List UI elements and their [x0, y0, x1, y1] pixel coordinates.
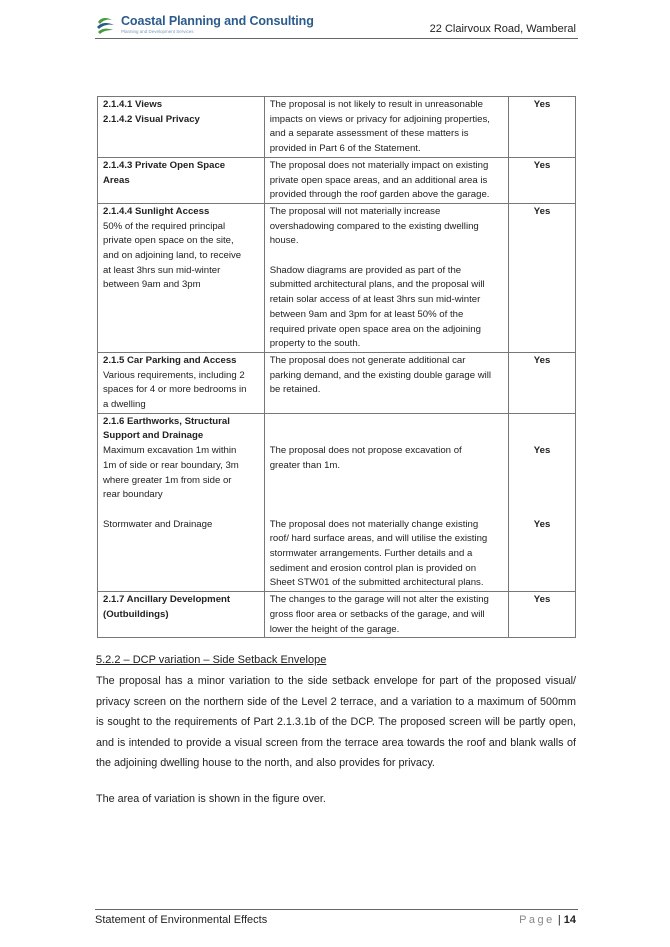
cell-line: overshadowing compared to the existing dwelling: [269, 220, 479, 232]
cell-line: 2.1.4.1 Views: [103, 99, 163, 110]
cell-line: retain solar access of at least 3hrs sun mid-winter: [269, 294, 481, 306]
cell-line: between 9am and 3pm: [103, 279, 201, 291]
cell-line: spaces for 4 or more bedrooms in: [103, 384, 247, 396]
cell-line: submitted architectural plans, and the proposal will: [269, 279, 485, 291]
variation-paragraph: The proposal has a minor variation to the side setback envelope for part of the proposed visual/ privacy screen on the northern side of the Level 2 terrace, and a variation to a maximum of 500mm is sought to the requirements of Part 2.1.3.1b of the DCP. The proposed screen will be partly open, and is intended to provide a visual screen from the terrace area towards the roof and blank walls of the adjoining dwelling house to the north, and also provides for privacy.: [96, 675, 576, 769]
control-cell: [98, 203, 265, 352]
compliance-comment-cell: [264, 97, 508, 158]
cell-line: required private open space area on the adjoining: [269, 323, 481, 335]
cell-line: house.: [269, 235, 299, 247]
spacer: [270, 503, 503, 518]
cell-line: parking demand, and the existing double garage will: [269, 369, 492, 381]
cell-line: Shadow diagrams are provided as part of the: [269, 264, 462, 276]
cell-line: 2.1.4.2 Visual Privacy: [103, 113, 200, 125]
cell-line: The proposal does not propose excavation of: [269, 445, 462, 457]
complies-cell: [509, 592, 576, 638]
control-cell: [98, 97, 265, 158]
complies-value: Yes: [533, 159, 551, 171]
control-cell: [98, 157, 265, 203]
cell-line: be retained.: [269, 384, 321, 396]
spacer: [270, 249, 503, 264]
spacer: [103, 503, 259, 518]
cell-line: private open space areas, and an additional area is: [269, 174, 488, 186]
cell-line: provided through the roof garden above the garage.: [269, 189, 490, 201]
compliance-comment-cell: [264, 413, 508, 591]
complies-value: Yes: [533, 594, 551, 606]
compliance-comment-cell: [264, 203, 508, 352]
cell-line: rear boundary: [103, 489, 163, 501]
company-tagline: Planning and Development Services: [121, 29, 194, 34]
company-name: Coastal Planning and Consulting: [121, 14, 314, 28]
cell-line: The proposal will not materially increase: [269, 205, 441, 217]
page-header: [95, 14, 578, 39]
complies-value: Yes: [533, 99, 551, 110]
cell-line: private open space on the site,: [103, 235, 234, 247]
cell-line: between 9am and 3pm for at least 50% of the: [269, 308, 464, 320]
cell-line: (Outbuildings): [103, 608, 169, 620]
cell-line: greater than 1m.: [269, 459, 341, 471]
section-heading: 5.2.2 – DCP variation – Side Setback Envelope: [96, 654, 327, 666]
complies-cell: [509, 413, 576, 591]
spacer: [270, 415, 503, 430]
control-cell: [98, 413, 265, 591]
cell-line: where greater 1m from side or: [103, 474, 232, 486]
cell-line: and a separate assessment of these matters is: [269, 128, 469, 140]
spacer: [514, 459, 570, 474]
cell-line: Various requirements, including 2: [103, 369, 245, 381]
cell-line: The proposal does not materially change existing: [269, 518, 479, 530]
page-indicator: [519, 914, 576, 926]
cell-line: 2.1.4.4 Sunlight Access: [103, 205, 210, 217]
spacer: [514, 474, 570, 489]
cell-line: 1m of side or rear boundary, 3m: [103, 459, 239, 471]
cell-line: impacts on views or privacy for adjoining properties,: [269, 113, 490, 125]
document-title: Statement of Environmental Effects: [95, 914, 268, 926]
cell-line: provided in Part 6 of the Statement.: [269, 143, 421, 155]
cell-line: at least 3hrs sun mid-winter: [103, 264, 221, 276]
cell-line: Areas: [103, 174, 130, 186]
table-row: [98, 413, 576, 591]
cell-line: Support and Drainage: [103, 430, 204, 442]
compliance-comment-cell: [264, 352, 508, 413]
cell-line: The proposal does not generate additional car: [269, 354, 466, 366]
cell-line: 50% of the required principal: [103, 220, 226, 232]
figure-reference-paragraph: The area of variation is shown in the figure over.: [96, 792, 326, 805]
site-address: 22 Clairvoux Road, Wamberal: [429, 23, 576, 35]
control-cell: [98, 352, 265, 413]
spacer: [270, 474, 503, 489]
table-row: [98, 203, 576, 352]
cell-line: Stormwater and Drainage: [103, 518, 213, 530]
compliance-comment-cell: [264, 157, 508, 203]
cell-line: roof/ hard surface areas, and will utilise the existing: [269, 533, 488, 545]
page-separator: |: [557, 914, 561, 926]
cell-line: The changes to the garage will not alter the existing: [269, 594, 489, 606]
compliance-table: [97, 96, 576, 638]
page-word: Page: [519, 914, 555, 926]
cell-line: 2.1.5 Car Parking and Access: [103, 354, 237, 366]
cell-line: 2.1.4.3 Private Open Space: [103, 159, 226, 171]
complies-value: Yes: [533, 354, 551, 366]
complies-value: Yes: [533, 445, 551, 457]
cell-line: lower the height of the garage.: [269, 623, 400, 635]
spacer: [514, 488, 570, 503]
page-number: 14: [563, 914, 576, 926]
wave-logo-icon: [95, 14, 117, 36]
complies-value: Yes: [533, 518, 551, 530]
cell-line: Maximum excavation 1m within: [103, 445, 237, 457]
cell-line: Sheet STW01 of the submitted architectural plans.: [269, 577, 484, 589]
table-row: [98, 157, 576, 203]
spacer: [270, 488, 503, 503]
table-row: [98, 352, 576, 413]
company-logo: [95, 14, 314, 36]
cell-line: stormwater arrangements. Further details and a: [269, 548, 473, 559]
complies-cell: [509, 157, 576, 203]
cell-line: a dwelling: [103, 399, 146, 411]
complies-cell: [509, 352, 576, 413]
spacer: [514, 503, 570, 518]
spacer: [514, 415, 570, 430]
page-footer: [95, 909, 578, 931]
cell-line: 2.1.6 Earthworks, Structural: [103, 415, 230, 427]
table-row: [98, 592, 576, 638]
cell-line: sediment and erosion control plan is provided on: [269, 562, 477, 574]
cell-line: gross floor area or setbacks of the garage, and will: [269, 608, 485, 620]
cell-line: and on adjoining land, to receive: [103, 250, 242, 262]
cell-line: property to the south.: [269, 338, 361, 350]
control-cell: [98, 592, 265, 638]
cell-line: The proposal is not likely to result in unreasonable: [269, 99, 484, 110]
compliance-comment-cell: [264, 592, 508, 638]
spacer: [514, 429, 570, 444]
complies-value: Yes: [533, 205, 551, 217]
complies-cell: [509, 97, 576, 158]
table-row: [98, 97, 576, 158]
dcp-variation-section: [96, 652, 576, 807]
spacer: [270, 429, 503, 444]
cell-line: The proposal does not materially impact on existing: [269, 159, 489, 171]
complies-cell: [509, 203, 576, 352]
cell-line: 2.1.7 Ancillary Development: [103, 594, 231, 606]
